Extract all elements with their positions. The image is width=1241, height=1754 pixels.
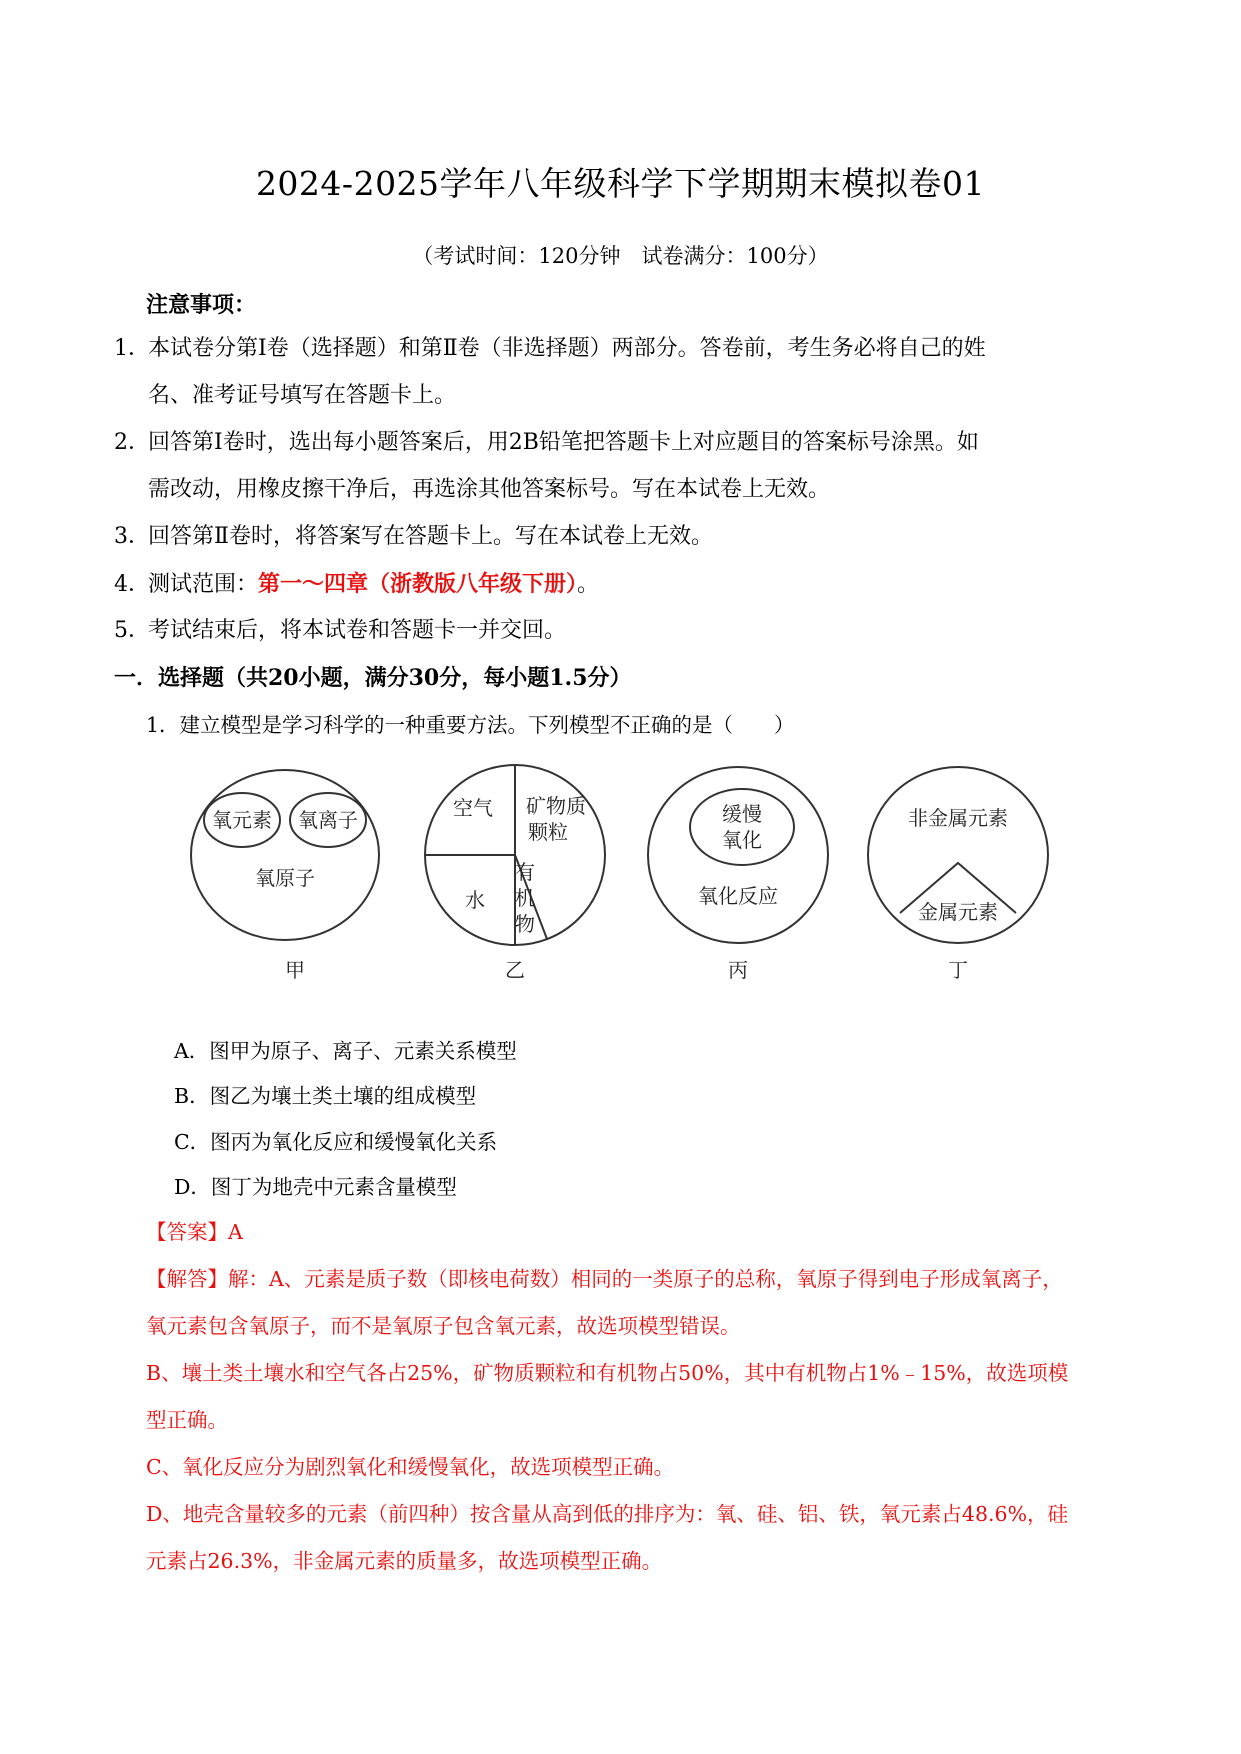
label-water: 水 [465,888,485,912]
model-diagrams [190,755,1080,985]
analysis-line: D、地壳含量较多的元素（前四种）按含量从高到低的排序为：氧、硅、铝、铁，氧元素占48.6%，硅 [146,1502,1069,1526]
question-figure [190,755,1080,985]
label-nonmetal: 非金属元素 [908,806,1008,830]
label-slow: 缓慢 [722,802,762,826]
notice-text: 回答第Ⅱ卷时，将答案写在答题卡上。写在本试卷上无效。 [148,524,713,549]
analysis-line: 氧元素包含氧原子，而不是氧原子包含氧元素，故选项模型错误。 [146,1314,741,1338]
analysis-line: 【解答】解：A、元素是质子数（即核电荷数）相同的一类原子的总称，氧原子得到电子形成氧离子， [146,1267,1063,1291]
label-oxygen-element: 氧元素 [212,808,272,832]
analysis-line: 型正确。 [146,1408,228,1432]
diagram-bing [648,767,828,982]
notice-text: 本试卷分第Ⅰ卷（选择题）和第Ⅱ卷（非选择题）两部分。答卷前，考生务必将自己的姓 [148,336,986,361]
notice-text: 考试结束后，将本试卷和答题卡一并交回。 [148,618,567,643]
test-scope: 第一～四章（浙教版八年级下册） [258,571,578,597]
question-stem: 1．建立模型是学习科学的一种重要方法。下列模型不正确的是（ ） [146,713,795,737]
exam-info: （考试时间：120分钟 试卷满分：100分） [412,244,829,268]
notice-heading: 注意事项： [146,292,257,318]
page-title: 2024-2025学年八年级科学下学期期末模拟卷01 [255,164,986,203]
notice-text-end: 。 [577,572,600,597]
notice-text: 回答第Ⅰ卷时，选出每小题答案后，用2B铅笔把答题卡上对应题目的答案标号涂黑。如 [148,430,979,455]
option-b: B．图乙为壤土类土壤的组成模型 [174,1084,477,1108]
label-mineral-1: 矿物质 [526,794,586,818]
label-air: 空气 [453,796,493,820]
notice-num: 4． [114,572,150,597]
option-d: D．图丁为地壳中元素含量模型 [174,1175,457,1199]
caption-bing: 丙 [728,958,748,982]
answer: 【答案】A [146,1220,243,1244]
label-mineral-2: 颗粒 [528,820,568,844]
label-oxidation: 氧化 [722,828,762,852]
label-oxygen-atom: 氧原子 [255,866,315,890]
label-oxidation-reaction: 氧化反应 [698,884,778,908]
label-organic-2: 机 [515,886,535,910]
analysis-line: B、壤土类土壤水和空气各占25%，矿物质颗粒和有机物占50%，其中有机物占1%﹣15%，故选项模 [146,1361,1069,1385]
notice-num: 3． [114,524,150,549]
label-oxygen-ion: 氧离子 [298,808,358,832]
notice-item-4 [114,569,599,600]
caption-yi: 乙 [505,958,525,982]
notice-item-2-cont: 需改动，用橡皮擦干净后，再选涂其他答案标号。写在本试卷上无效。 [148,477,831,502]
section-heading: 一．选择题（共20小题，满分30分，每小题1.5分） [114,665,632,691]
notice-num: 2． [114,430,150,455]
option-a: A．图甲为原子、离子、元素关系模型 [174,1039,517,1063]
analysis-line: 元素占26.3%，非金属元素的质量多，故选项模型正确。 [146,1549,663,1573]
notice-text: 测试范围： [148,572,259,597]
notice-item-5 [114,616,566,646]
label-metal: 金属元素 [918,900,998,924]
notice-item-2 [114,428,979,458]
label-organic-3: 物 [515,912,535,936]
notice-num: 5． [114,618,150,643]
diagram-yi [425,765,605,982]
diagram-ding [868,767,1048,982]
caption-ding: 丁 [948,958,968,982]
analysis-line: C、氧化反应分为剧烈氧化和缓慢氧化，故选项模型正确。 [146,1455,675,1479]
diagram-jia [191,770,379,982]
notice-num: 1． [114,336,150,361]
notice-item-1 [114,334,986,364]
caption-jia: 甲 [285,958,305,982]
notice-item-3 [114,522,713,552]
label-organic-1: 有 [515,860,535,884]
notice-item-1-cont: 名、准考证号填写在答题卡上。 [148,383,457,408]
option-c: C．图丙为氧化反应和缓慢氧化关系 [174,1130,498,1154]
